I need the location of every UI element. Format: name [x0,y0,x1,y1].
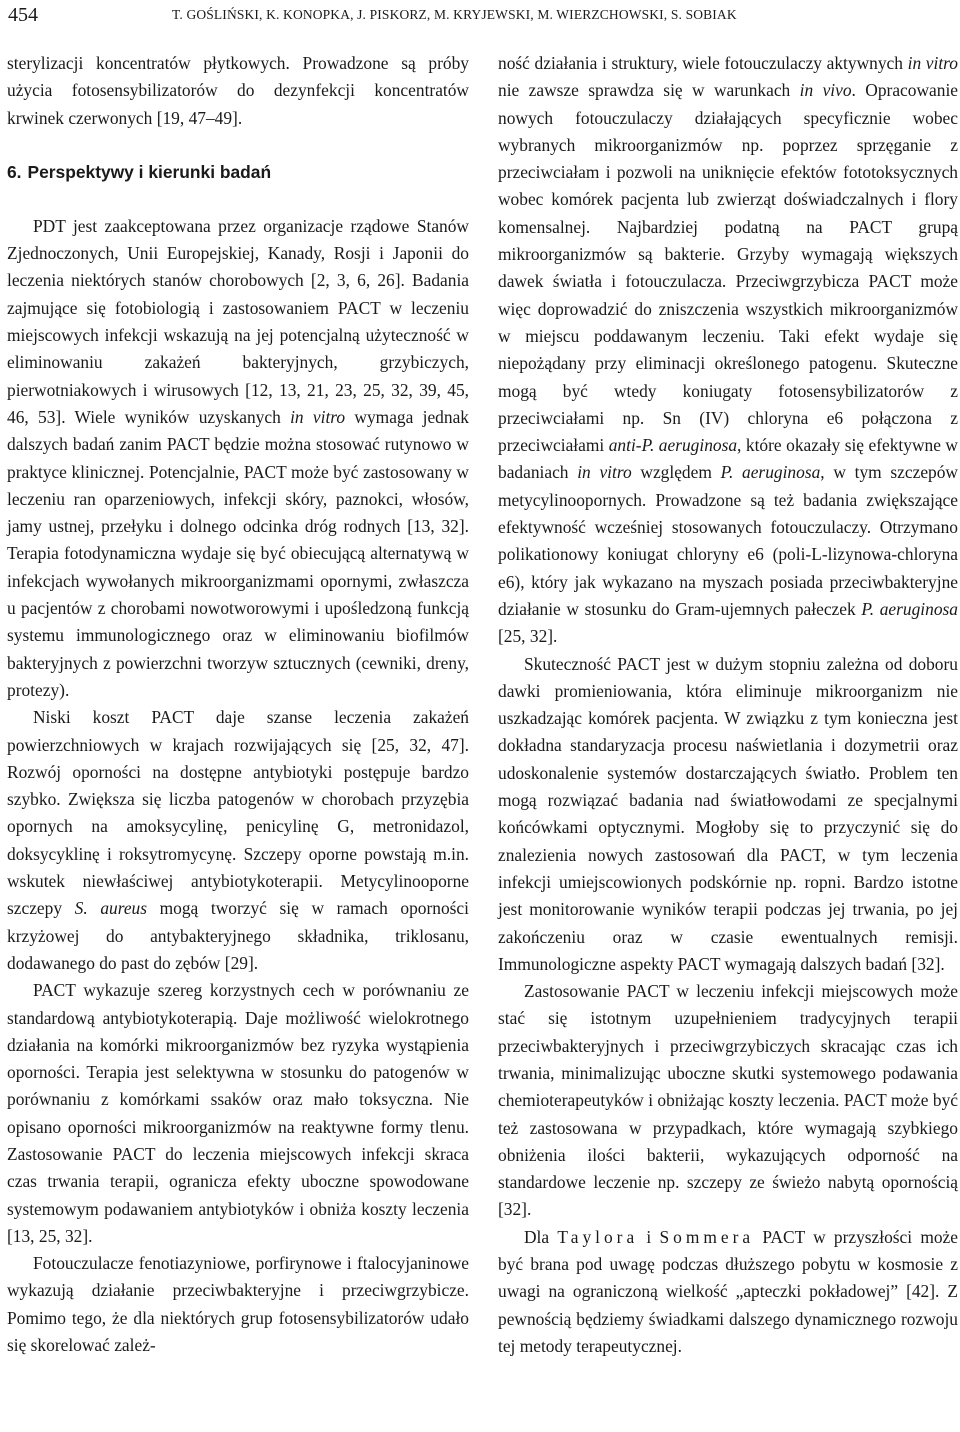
text-run: Niski koszt PACT daje szanse leczenia zakażeń powierzchniowych w krajach rozwijających się [25, 32, 47]. Rozwój oporności na dostępne antybiotyki postępuje bardzo szybko. Zwiększa się liczba patogenów w chorobach przyzębia opornych na amoksycylinę, penicylinę G, metronidazol, doksycyklinę i roksytromycynę. Szczepy oporne powstają m.in. wskutek niewłaściwej antybiotykoterapii. Metycylinooporne szczepy [7,707,469,919]
text-run: , w tym szczepów metycylinoopornych. Prowadzone są też badania zwiększające efektywność wcześniej stosowanych fotouczulaczy. Otrzymano polikationowy koniugat chloryny e6 (poli-L-lizynowa-chloryna e6), który jak wykazano na myszach posiada przeciwbakteryjne działanie w stosunku do Gram-ujemnych pałeczek [498,462,958,619]
italic-term: S. aureus [74,898,148,919]
paragraph [498,50,958,651]
page-header [0,0,960,34]
text-run: ność działania i struktury, wiele fotouczulaczy aktywnych [498,53,908,73]
section-title: Perspektywy i kierunki badań [27,161,272,182]
text-run: . Opracowanie nowych fotouczulaczy działających specyficznie wobec wybranych mikroorganizmów np. poprzez sprzęganie z przeciwciałam i pozwoli na uniknięcie efektów fototoksycznych wobec komórek pacjenta lub zwierząt doświadczalnych i flory komensalnej. Najbardziej podatną na PACT grupą mikroorganizmów są bakterie. Grzyby wymagają większych dawek światła i fotouczulacza. Przeciwgrzybicza PACT może więc doprowadzić do zniszczenia wszystkich mikroorganizmów w miejscu poddawanym leczeniu. Taki efekt wydaje się niepożądany przy eliminacji określonego patogenu. Skuteczne mogą być wtedy koniugaty fotosensybilizatorów z przeciwciałami np. Sn (IV) chloryna e6 połączona z przeciwciałami [498,80,958,456]
paragraph [7,704,469,977]
author-name-spaced: Sommera [659,1226,755,1247]
text-run: [25, 32]. [498,626,558,647]
text-run: względem [631,462,721,483]
text-run: wymaga jednak dalszych badań zanim PACT będzie można stosować rutynowo w praktyce klinicznej. Potencjalnie, PACT może być zastosowany w leczeniu ran oparzeniowych, infekcji skóry, paznokci, włosów, jamy ustnej, przełyku i dolnego odcinka dróg rodnych [13, 32]. Terapia fotodynamiczna wydaje się być obiecującą alternatywą w infekcjach wywołanych mikroorganizmami opornymi, zwłaszcza u pacjentów z chorobami nowotworowymi i upośledzoną funkcją systemu immunologicznego oraz w eliminowaniu biofilmów bakteryjnych z powierzchni tworzyw sztucznych (cewniki, dreny, protezy). [7,406,469,700]
page-number: 454 [8,4,38,26]
paragraph: Zastosowanie PACT w leczeniu infekcji miejscowych może stać się istotnym uzupełnieniem tradycyjnych terapii przeciwbakteryjnych i przeciwgrzybiczych skracając czas ich trwania, minimalizując uboczne skutki systemowego podawania chemioterapeutyków i obniżając koszty leczenia. PACT może być też zastosowana w przypadkach, które wymagają szybkiego obniżenia ilości bakterii, wykazujących odporność na standardowe leczenie np. szczepy ze świeżo nabytą opornością [32]. [498,981,958,1220]
section-heading [7,159,469,186]
italic-term: in vitro [577,462,632,483]
italic-term: in vitro [907,53,958,73]
italic-term: in vivo [799,80,852,101]
italic-term: P. aeruginosa [720,462,821,483]
paragraph: sterylizacji koncentratów płytkowych. Prowadzone są próby użycia fotosensybilizatorów do dezynfekcji koncentratów krwinek czerwonych [19, 47–49]. [7,53,469,128]
section-number: 6. [7,161,22,182]
right-column [498,50,958,1360]
text-run: , które okazały się efektywne w badaniach [498,435,958,483]
left-column [7,50,469,1359]
author-name-spaced: Taylora [557,1226,639,1247]
italic-term: in vitro [290,406,346,427]
italic-term: P. aeruginosa [861,598,958,619]
text-run: nie zawsze sprawdza się w warunkach [498,80,800,101]
italic-term: anti-P. aeruginosa [608,435,738,456]
text-run: mogą tworzyć się w ramach oporności krzyżowej do antybakteryjnego składnika, triklosanu, dodawanego do past do zębów [29]. [7,898,469,973]
paragraph: Fotouczulacze fenotiazyniowe, porfirynowe i ftalocyjaninowe wykazują działanie przeciwbakteryjne i przeciwgrzybicze. Pomimo tego, że dla niektórych grup fotosensybilizatorów udało się skorelować zależ- [7,1253,469,1356]
running-head-authors: T. GOŚLIŃSKI, K. KONOPKA, J. PISKORZ, M. KRYJEWSKI, M. WIERZCHOWSKI, S. SOBIAK [172,7,737,22]
text-run: PDT jest zaakceptowana przez organizacje rządowe Stanów Zjednoczonych, Unii Europejskiej, Kanady, Rosji i Japonii do leczenia niektórych stanów chorobowych [2, 3, 6, 26]. Badania zajmujące się fotobiologią i zastosowaniem PACT w leczeniu miejscowych infekcji wskazują na jej potencjalną użyteczność w eliminowaniu zakażeń bakteryjnych, grzybiczych, pierwotniakowych i wirusowych [12, 13, 21, 23, 25, 32, 39, 45, 46, 53]. Wiele wyników uzyskanych [7,215,469,427]
paragraph [7,213,469,704]
paragraph: PACT wykazuje szereg korzystnych cech w porównaniu ze standardową antybiotykoterapią. Daje możliwość wielokrotnego działania na komórki mikroorganizmów bez ryzyka wystąpienia oporności. Terapia jest selektywna w stosunku do patogenów w porównaniu z komórkami ssaków oraz mało toksyczna. Nie opisano oporności mikroorganizmów na reaktywne formy tlenu. Zastosowanie PACT do leczenia miejscowych infekcji skraca czas trwania terapii, ogranicza efekty uboczne spowodowane systemowym podawaniem antybiotyków i obniża koszty leczenia [13, 25, 32]. [7,980,469,1246]
text-run: i [638,1226,660,1247]
text-run: Dla [524,1226,558,1247]
paragraph [498,1224,958,1360]
text-run: PACT w przyszłości może być brana pod uwagę podczas dłuższego pobytu w kosmosie z uwagi na ograniczoną wielkość „apteczki pokładowej” [42]. Z pewnością będziemy świadkami dalszego dynamicznego rozwoju tej metody terapeutycznej. [498,1226,958,1356]
paragraph: Skuteczność PACT jest w dużym stopniu zależna od doboru dawki promieniowania, która eliminuje mikroorganizm nie uszkadzając komórek pacjenta. W związku z tym konieczna jest dokładna standaryzacja procesu naświetlania i dozymetrii oraz udoskonalenie systemów dostarczających światło. Problem ten mogą rozwiązać badania nad światłowodami ze specjalnymi końcówkami optycznymi. Mogłoby się to przyczynić się do znalezienia nowych zastosowań dla PACT, w tym leczenia infekcji umiejscowionych podskórnie np. ropni. Bardzo istotne jest monitorowanie wyników terapii podczas jej trwania, po jej zakończeniu oraz w czasie ewentualnych remisji. Immunologiczne aspekty PACT wymagają dalszych badań [32]. [498,653,958,974]
